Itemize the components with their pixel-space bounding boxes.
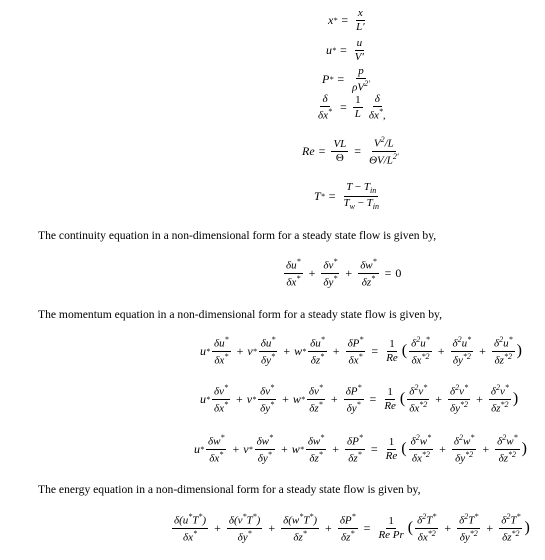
def-x-star: x * = $\frac{x}{L'}$ <box>328 7 365 33</box>
def-p-star: P * = $\frac{p}{\rho V^{2'}}$ <box>322 65 370 94</box>
continuity-intro-text: The continuity equation in a non-dimensional form for a steady state flow is given by, <box>38 229 437 242</box>
def-delta-operator: $\frac{\delta}{\delta x^*}$ = $\frac{1}{L}$ $\frac{\delta}{\delta x^*,}$ <box>318 93 386 122</box>
def-t-star: T * = $\frac{T - T_{in}}{T_w - T_{in}}$ <box>314 181 380 212</box>
energy-intro-text: The energy equation in a non-dimensional form for a steady state flow is given by, <box>38 483 421 496</box>
momentum-z-equation: u * $\frac{\delta w^*}{\delta x^*}$ + v * $\frac{\delta w^*}{\delta y^*}$ + w * $\frac{\delta w^*}{\delta z^*}$ + $\frac{\delta P^*}{\delta z^*}$ = $\frac{1}{Re}$ ( $\frac{\delta^2w^*}{\delta x^{*2}}$ + $\frac{\delta^2w^*}{\delta y^{*2}}$ + $\frac{\delta^2w^*}{\delta z^{*2}}$ ) <box>194 433 527 465</box>
continuity-equation: $\frac{\delta u^*}{\delta x^*}$ + $\frac{\delta v^*}{\delta y^*}$ + $\frac{\delta w^*}{\delta z^*}$ = 0 <box>286 257 402 289</box>
def-u-star: u * = $\frac{u}{V'}$ <box>326 37 364 63</box>
def-reynolds: Re = $\frac{VL}{\Theta}$ = $\frac{V^2/L}{\Theta V/L^{2'}}$ <box>302 135 399 167</box>
energy-equation: $\frac{\delta(u^*T^*)}{\delta x^*}$ + $\frac{\delta(v^*T^*)}{\delta y^*}$ + $\frac{\delta(w^*T^*)}{\delta z^*}$ + $\frac{\delta P^*}{\delta z^*}$ = $\frac{1}{\text{Re Pr}}$ ( $\frac{\delta^2T^*}{\delta x^{*2}}$ + $\frac{\delta^2T^*}{\delta y^{*2}}$ + $\frac{\delta^2T^*}{\delta z^{*2}}$ ) <box>174 512 530 544</box>
momentum-intro-text: The momentum equation in a non-dimensional form for a steady state flow is given by, <box>38 308 442 321</box>
momentum-x-equation: u * $\frac{\delta u^*}{\delta x^*}$ + v * $\frac{\delta u^*}{\delta y^*}$ + w * $\frac{\delta u^*}{\delta z^*}$ + $\frac{\delta P^*}{\delta x^*}$ = $\frac{1}{Re}$ ( $\frac{\delta^2u^*}{\delta x^{*2}}$ + $\frac{\delta^2u^*}{\delta y^{*2}}$ + $\frac{\delta^2u^*}{\delta z^{*2}}$ ) <box>200 335 522 367</box>
momentum-y-equation: u * $\frac{\delta v^*}{\delta x^*}$ + v * $\frac{\delta v^*}{\delta y^*}$ + w * $\frac{\delta v^*}{\delta z^*}$ + $\frac{\delta P^*}{\delta y^*}$ = $\frac{1}{Re}$ ( $\frac{\delta^2v^*}{\delta x^{*2}}$ + $\frac{\delta^2v^*}{\delta y^{*2}}$ + $\frac{\delta^2v^*}{\delta z^{*2}}$ ) <box>200 383 519 415</box>
